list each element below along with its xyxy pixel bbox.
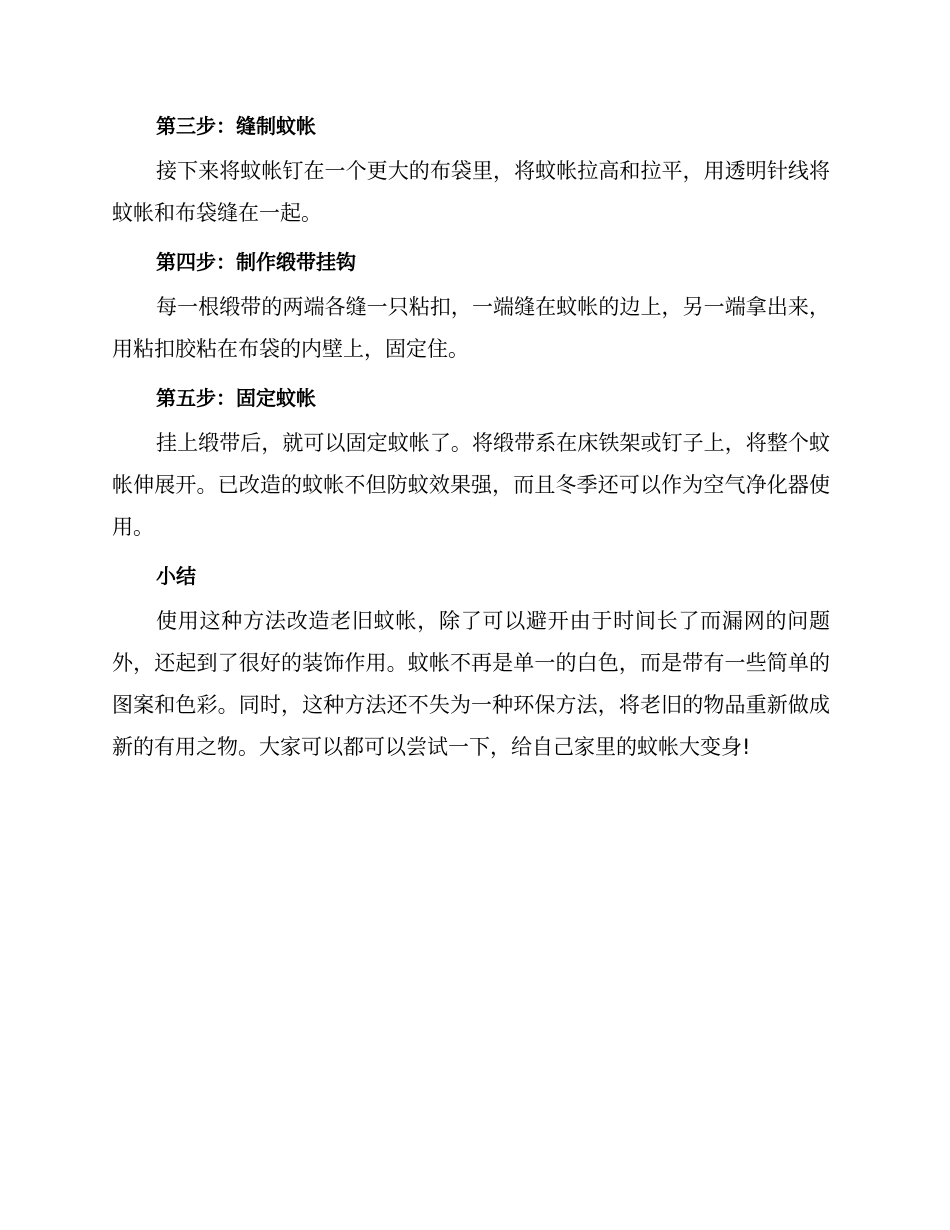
document-body: [112, 110, 830, 768]
section-paragraph-step-5: 挂上缎带后，就可以固定蚊帐了。将缎带系在床铁架或钉子上，将整个蚊帐伸展开。已改造的蚊帐不但防蚊效果强，而且冬季还可以作为空气净化器使用。: [112, 431, 830, 539]
section-heading-step-4: 第四步：制作缎带挂钩: [156, 250, 356, 274]
section-paragraph-step-4: 每一根缎带的两端各缝一只粘扣，一端缝在蚊帐的边上，另一端拿出来，用粘扣胶粘在布袋的内壁上，固定住。: [112, 295, 830, 361]
section-heading-summary: 小结: [156, 564, 196, 588]
section-paragraph-summary: 使用这种方法改造老旧蚊帐，除了可以避开由于时间长了而漏网的问题外，还起到了很好的装饰作用。蚊帐不再是单一的白色，而是带有一些简单的图案和色彩。同时，这种方法还不失为一种环保方法，将老旧的物品重新做成新的有用之物。大家可以都可以尝试一下，给自己家里的蚊帐大变身!: [112, 609, 830, 759]
section-heading-step-3: 第三步：缝制蚊帐: [156, 114, 316, 138]
section-paragraph-step-3: 接下来将蚊帐钉在一个更大的布袋里，将蚊帐拉高和拉平，用透明针线将蚊帐和布袋缝在一起。: [112, 159, 830, 225]
section-heading-step-5: 第五步：固定蚊帐: [156, 386, 316, 410]
